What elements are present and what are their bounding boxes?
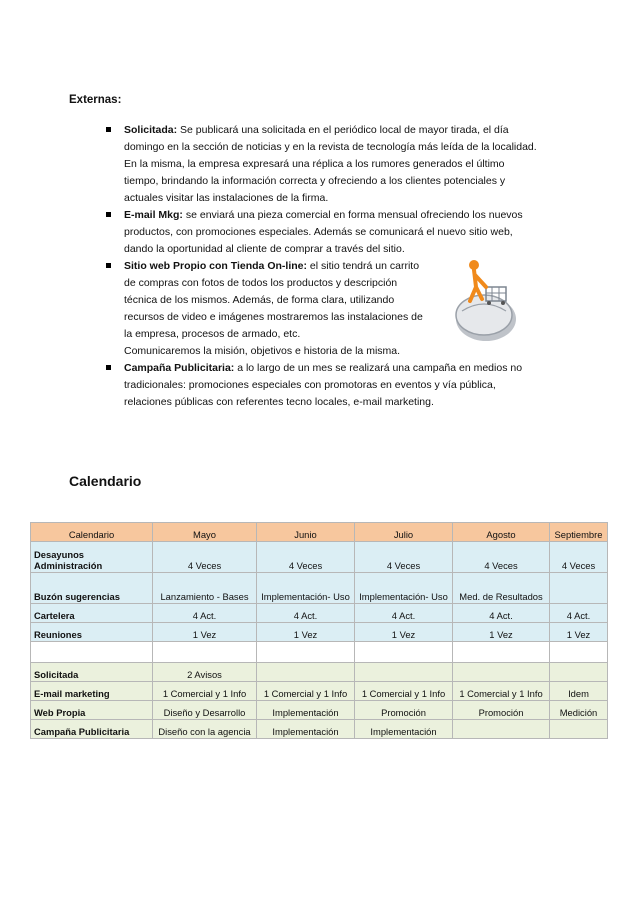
bullet-square-icon xyxy=(106,365,111,370)
column-header: Mayo xyxy=(153,523,257,542)
shopping-cart-mouse-figure-icon xyxy=(440,257,530,347)
table-cell: 1 Vez xyxy=(257,623,355,642)
table-cell: 4 Act. xyxy=(257,604,355,623)
table-cell: Implementación- Uso xyxy=(355,573,453,604)
item-line: relaciones públicas con referentes tecno locales, e-mail marketing. xyxy=(124,396,434,408)
item-line: actuales visitar las instalaciones de la firma. xyxy=(124,192,329,204)
table-header-row xyxy=(31,523,608,542)
table-row xyxy=(31,701,608,720)
item-line: domingo en la sección de noticias y en la revista de tecnología más leída de la localidad. xyxy=(124,141,537,153)
table-cell: Promoción xyxy=(355,701,453,720)
table-cell: Promoción xyxy=(453,701,550,720)
table-cell xyxy=(153,642,257,663)
table-cell: 1 Vez xyxy=(153,623,257,642)
table-cell xyxy=(550,720,608,739)
table-cell: 4 Act. xyxy=(453,604,550,623)
row-label: Buzón sugerencias xyxy=(31,573,153,604)
table-cell xyxy=(453,663,550,682)
table-cell xyxy=(453,642,550,663)
cart-wheel xyxy=(487,301,491,305)
table-cell: 1 Comercial y 1 Info xyxy=(453,682,550,701)
row-label: Reuniones xyxy=(31,623,153,642)
table-cell: 1 Vez xyxy=(550,623,608,642)
table-cell: Implementación xyxy=(257,720,355,739)
row-label: E-mail marketing xyxy=(31,682,153,701)
table-cell xyxy=(355,642,453,663)
item-line: la empresa, procesos de armado, etc. xyxy=(124,328,301,340)
bullet-square-icon xyxy=(106,212,111,217)
table-cell: 1 Comercial y 1 Info xyxy=(153,682,257,701)
table-cell xyxy=(257,663,355,682)
table-cell: 4 Veces xyxy=(550,542,608,573)
item-line: Se publicará una solicitada en el periódico local de mayor tirada, el día xyxy=(180,124,509,136)
column-header: Julio xyxy=(355,523,453,542)
row-label: Solicitada xyxy=(31,663,153,682)
column-header: Agosto xyxy=(453,523,550,542)
item-label: Solicitada: xyxy=(124,124,178,136)
calendario-title: Calendario xyxy=(69,473,142,489)
table-row xyxy=(31,682,608,701)
table-cell: 4 Veces xyxy=(453,542,550,573)
column-header: Calendario xyxy=(31,523,153,542)
item-line: productos, con promociones especiales. Además se comunicará el nuevo sitio web, xyxy=(124,226,513,238)
item-line: Comunicaremos la misión, objetivos e historia de la misma. xyxy=(124,345,401,357)
table-cell xyxy=(453,720,550,739)
table-cell: Implementación xyxy=(355,720,453,739)
row-label: Cartelera xyxy=(31,604,153,623)
table-cell xyxy=(550,573,608,604)
table-cell: Diseño con la agencia xyxy=(153,720,257,739)
table-cell: 4 Veces xyxy=(257,542,355,573)
table-cell: 1 Comercial y 1 Info xyxy=(257,682,355,701)
table-cell: Implementación- Uso xyxy=(257,573,355,604)
table-cell: 4 Veces xyxy=(355,542,453,573)
table-row xyxy=(31,642,608,663)
table-cell: 2 Avisos xyxy=(153,663,257,682)
table-cell xyxy=(550,642,608,663)
table-cell: 4 Act. xyxy=(355,604,453,623)
table-row xyxy=(31,542,608,573)
list-item xyxy=(100,122,560,207)
item-line: de compras con fotos de todos los productos y descripción xyxy=(124,277,398,289)
item-line: a lo largo de un mes se realizará una campaña en medios no xyxy=(237,362,523,374)
list-item xyxy=(100,360,560,411)
table-cell: Medición xyxy=(550,701,608,720)
item-line: dando la oportunidad al cliente de comprar a través del sitio. xyxy=(124,243,405,255)
cart-wheel xyxy=(501,301,505,305)
item-line: recursos de video e imágenes mostraremos las instalaciones de xyxy=(124,311,423,323)
externas-heading: Externas: xyxy=(69,94,122,106)
table-row xyxy=(31,623,608,642)
table-row xyxy=(31,573,608,604)
table-cell: 1 Vez xyxy=(355,623,453,642)
item-line: tradicionales: promociones especiales con promotoras en eventos y vía pública, xyxy=(124,379,496,391)
row-label: Campaña Publicitaria xyxy=(31,720,153,739)
item-label: Campaña Publicitaria: xyxy=(124,362,235,374)
table-cell: Idem xyxy=(550,682,608,701)
item-line: se enviará una pieza comercial en forma mensual ofreciendo los nuevos xyxy=(185,209,523,221)
table-cell: Diseño y Desarrollo xyxy=(153,701,257,720)
table-cell: Lanzamiento - Bases xyxy=(153,573,257,604)
table-cell xyxy=(355,663,453,682)
calendar-table xyxy=(30,522,608,739)
item-line: tiempo, brindando la información correcta y ofreciendo a los clientes potenciales y xyxy=(124,175,506,187)
table-cell xyxy=(550,663,608,682)
bullet-square-icon xyxy=(106,127,111,132)
table-cell: 4 Veces xyxy=(153,542,257,573)
row-label: Desayunos Administración xyxy=(31,542,153,573)
table-cell: 1 Comercial y 1 Info xyxy=(355,682,453,701)
list-item xyxy=(100,207,560,258)
item-line: el sitio tendrá un carrito xyxy=(309,260,420,272)
bullet-square-icon xyxy=(106,263,111,268)
table-cell: 4 Act. xyxy=(550,604,608,623)
table-row xyxy=(31,604,608,623)
table-cell: 4 Act. xyxy=(153,604,257,623)
table-cell: Implementación xyxy=(257,701,355,720)
item-line: En la misma, la empresa expresará una réplica a los rumores generados el último xyxy=(124,158,505,170)
row-label xyxy=(31,642,153,663)
item-label: Sitio web Propio con Tienda On-line: xyxy=(124,260,307,272)
table-row xyxy=(31,720,608,739)
row-label: Web Propia xyxy=(31,701,153,720)
column-header: Junio xyxy=(257,523,355,542)
column-header: Septiembre xyxy=(550,523,608,542)
table-cell: Med. de Resultados xyxy=(453,573,550,604)
table-row xyxy=(31,663,608,682)
table-cell xyxy=(257,642,355,663)
item-line: técnica de los mismos. Además, de forma clara, utilizando xyxy=(124,294,395,306)
table-cell: 1 Vez xyxy=(453,623,550,642)
item-label: E-mail Mkg: xyxy=(124,209,183,221)
